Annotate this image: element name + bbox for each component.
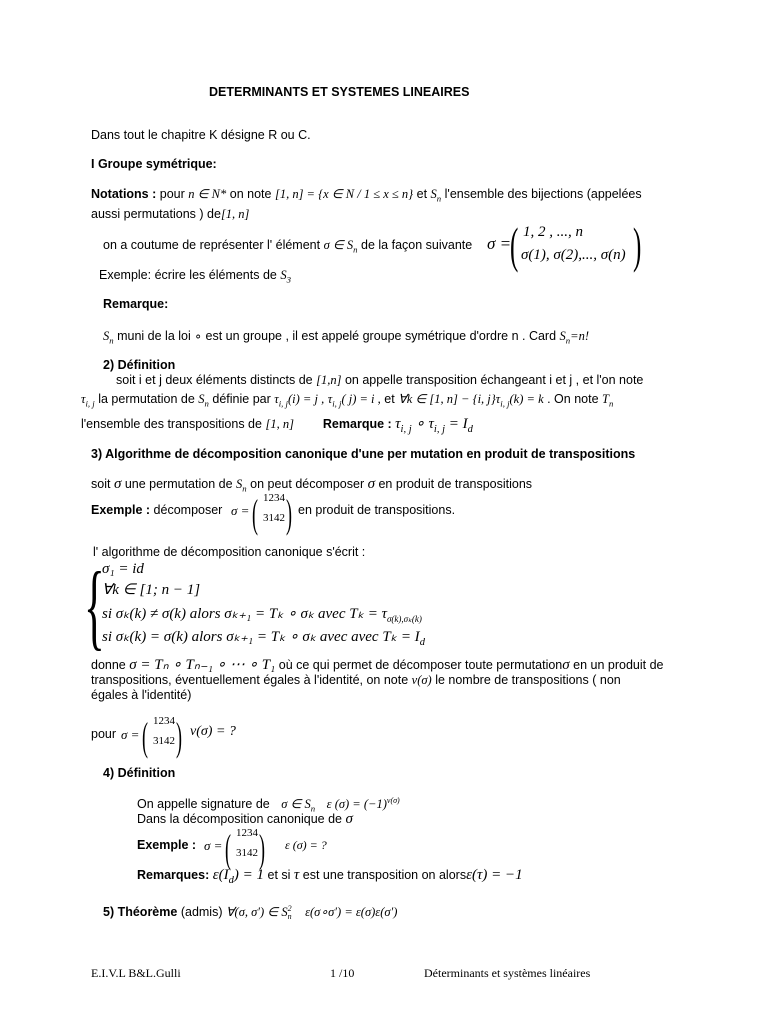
- right-paren: ): [633, 217, 642, 273]
- algo3-donne-math-2: σ: [562, 657, 570, 673]
- algo3-text-6: le nombre de transpositions ( non: [435, 673, 621, 687]
- def4-line-2: [137, 811, 353, 828]
- algo3-example-end: en produit de transpositions.: [298, 503, 456, 517]
- matrix-top-row: 1234: [236, 827, 258, 839]
- def2-remarque-math: $\tau_{i, j}$ ∘ $\tau_{i, j} = I_d$: [395, 416, 473, 435]
- left-paren: (: [142, 714, 148, 759]
- theorem-5-math-1: ∀(σ, σ′) ∈ S 2 n: [225, 904, 292, 922]
- algo3-text-3: on peut décomposer: [250, 477, 365, 491]
- coutume-lhs: σ =: [487, 234, 512, 253]
- pour-lhs: σ =: [121, 727, 140, 742]
- def4-text-2: Dans la décomposition canonique de: [137, 812, 342, 826]
- def4-example-lhs: σ =: [204, 838, 223, 853]
- section-heading-groupe-symetrique: I Groupe symétrique:: [91, 157, 217, 171]
- notations-math-1: n ∈ N*: [188, 187, 227, 201]
- exemple-1-line: [99, 268, 291, 285]
- def4-remarques-label: Remarques:: [137, 868, 210, 882]
- coutume-matrix-row-1: 1, 2 , ..., n: [523, 224, 583, 240]
- definition-2-line-2: [81, 391, 613, 409]
- matrix-bottom-row: 3142: [236, 847, 258, 859]
- algo3-math-sigma: σ: [113, 476, 122, 492]
- def2-text-6: . On note: [547, 392, 599, 406]
- definition-2-line-1: [116, 373, 643, 388]
- coutume-math-1: σ ∈ $S_n$: [323, 238, 358, 255]
- footer-left: E.I.V.L B&L.Gulli: [91, 966, 181, 980]
- notations-text-4: l'ensemble des bijections (appelées: [444, 187, 642, 201]
- def4-rem-text-2: est une transposition on alors: [302, 868, 467, 882]
- algo3-donne-text-2: où ce qui permet de décomposer toute permutation: [278, 658, 563, 672]
- notations-text-3: et: [416, 187, 428, 201]
- def2-text-2: on appelle transposition échangeant i et j , et l'on note: [344, 373, 644, 387]
- theorem-5-line: [103, 904, 397, 921]
- notations-math-3: $S_n$: [430, 187, 442, 204]
- def2-math-taui: $\tau_{i, j}(i) = j$ ,: [274, 392, 325, 409]
- def4-rem-math-2: ε(τ) = −1: [466, 867, 523, 883]
- algo3-line-1: [91, 476, 532, 494]
- pour-rhs: ν(σ) = ?: [190, 724, 236, 739]
- intro-text: Dans tout le chapitre K désigne R ou C.: [91, 128, 311, 142]
- notations-text-1: pour: [159, 187, 185, 201]
- algorithm-3-heading: 3) Algorithme de décomposition canonique d'une per mutation en produit de transpositions: [91, 447, 636, 461]
- def4-rem-math-1: $\varepsilon(I_d) = 1$: [212, 867, 265, 886]
- def4-math-1: σ ∈ $S_n$: [281, 797, 316, 814]
- def2-text-4: définie par: [212, 392, 271, 406]
- exemple-1-math: $S_3$: [280, 268, 291, 285]
- footer-right: Déterminants et systèmes linéaires: [424, 966, 591, 980]
- coutume-matrix-row-2: σ(1), σ(2),..., σ(n): [521, 247, 626, 263]
- algo3-example-label: Exemple :: [91, 503, 151, 517]
- algo3-step-1: σ₁ = id: [102, 561, 144, 577]
- definition-2-line-3: [81, 414, 473, 435]
- theorem-5-heading: 5) Théorème: [103, 905, 178, 919]
- coutume-text-1: on a coutume de représenter l' élément: [103, 238, 321, 252]
- def4-example-rhs: ε (σ) = ?: [285, 838, 327, 852]
- remarque-1-math-2: $S_n=n$!: [559, 329, 590, 346]
- algo3-math-nu: ν(σ): [411, 673, 432, 687]
- left-paren: (: [225, 826, 231, 871]
- notations-math-2: [1, n] = {x ∈ N / 1 ≤ x ≤ n}: [274, 187, 414, 201]
- algo3-transpositions-line: [91, 673, 621, 688]
- right-paren: ): [259, 826, 265, 871]
- left-paren: (: [510, 217, 519, 273]
- algo3-example-line: [91, 503, 222, 517]
- algo3-donne-line: [91, 655, 664, 674]
- def2-text-1: soit i et j deux éléments distincts de: [116, 373, 313, 387]
- left-paren: (: [252, 491, 258, 536]
- matrix-bottom-row: 3142: [263, 512, 285, 524]
- def4-math-sigma: σ: [345, 811, 353, 827]
- algo3-donne-text-3: en un produit de: [573, 658, 664, 672]
- def4-rem-text-1: et si: [267, 868, 291, 882]
- definition-2-heading: 2) Définition: [103, 358, 176, 372]
- def2-text-5: et: [384, 392, 395, 406]
- notations-line: [91, 186, 642, 204]
- def2-math-tau: $\tau_{i, j}$: [81, 392, 95, 409]
- theorem-5-text: (admis): [180, 905, 223, 919]
- algo3-math-sn: $S_n$: [236, 477, 247, 494]
- def4-example-label: Exemple :: [137, 838, 197, 852]
- footer-page-number: 1 /10: [330, 966, 355, 980]
- algo3-step-2: ∀k ∈ [1; n − 1]: [102, 582, 201, 598]
- coutume-line: [103, 237, 472, 255]
- def2-math-tn: $T_n$: [602, 392, 614, 409]
- def2-math-forall: ∀k ∈ [1, n] − {i, $j\}\tau_{i, j}(k) = k$: [398, 392, 544, 409]
- notations-line-2: [91, 207, 249, 222]
- def2-remarque-label: Remarque :: [322, 417, 392, 431]
- def2-math-interval: [1, n]: [265, 417, 294, 431]
- pour-label: pour: [91, 727, 117, 741]
- notations-text-2: on note: [229, 187, 272, 201]
- def4-math-signature: ε $(\sigma) = (-1)^{\nu(\sigma)}$: [326, 796, 400, 812]
- page-title: DETERMINANTS ET SYSTEMES LINEAIRES: [209, 85, 470, 99]
- algo3-donne-math: σ = Tₙ ∘ Tₙ₋₁ ∘ ⋯ ∘ T₁: [129, 657, 276, 673]
- exemple-1-text: Exemple: écrire les éléments de: [99, 268, 277, 282]
- algo3-step-4: si σₖ(k) = σ(k) alors σₖ₊₁ = Tₖ ∘ σₖ avec avec $T_k = I_d$: [102, 629, 425, 648]
- definition-4-heading: 4) Définition: [103, 766, 176, 780]
- def4-text-1: On appelle signature de: [137, 797, 270, 812]
- matrix-top-row: 1234: [153, 715, 175, 727]
- notations-math-4: [1, n]: [220, 207, 250, 221]
- def4-remarques-line: [137, 867, 523, 886]
- algo3-identity-line: égales à l'identité): [91, 688, 192, 702]
- def2-math-sn: $S_n$: [198, 392, 209, 409]
- matrix-top-row: 1234: [263, 492, 285, 504]
- notations-label: Notations :: [91, 187, 157, 201]
- notations-text-5: aussi permutations ) de: [91, 207, 221, 221]
- matrix-bottom-row: 3142: [153, 735, 175, 747]
- def4-rem-math-tau: τ: [293, 867, 300, 883]
- algo3-example-lhs: σ =: [231, 503, 250, 518]
- algo3-donne-text-1: donne: [91, 658, 126, 672]
- algo3-example-text: décomposer: [153, 503, 223, 517]
- algo3-text-4: en produit de transpositions: [378, 477, 533, 491]
- coutume-text-2: de la façon suivante: [361, 238, 473, 252]
- remarque-1-math-1: $S_n$: [103, 329, 114, 346]
- algo3-text-2: une permutation de: [124, 477, 233, 491]
- algo3-step-3: si σₖ(k) ≠ σ(k) alors σₖ₊₁ = Tₖ ∘ σₖ avec $T_k = \tau_{\sigma(k),\sigma_k(k)}$: [102, 606, 422, 624]
- algo3-text-5: transpositions, éventuellement égales à l'identité, on note: [91, 673, 409, 687]
- def2-math-1: [1,n]: [316, 373, 342, 387]
- algo3-math-sigma-2: σ: [367, 476, 375, 492]
- algo3-intro: l' algorithme de décomposition canonique s'écrit :: [93, 545, 366, 559]
- system-brace: {: [84, 552, 105, 659]
- algo3-text-1: soit: [91, 477, 111, 491]
- theorem-5-math-2: ε(σ∘σ′) = ε(σ)ε(σ′): [305, 905, 398, 919]
- remarque-1-label: Remarque:: [103, 297, 169, 311]
- def2-math-tauj: $\tau_{i, j}$( j) = i ,: [327, 392, 381, 409]
- def2-text-3: la permutation de: [98, 392, 195, 406]
- remarque-1-text: muni de la loi ∘ est un groupe , il est appelé groupe symétrique d'ordre n . Card: [117, 329, 557, 343]
- def2-text-7: l'ensemble des transpositions de: [81, 417, 262, 431]
- remarque-1-line: [103, 328, 589, 346]
- right-paren: ): [286, 491, 292, 536]
- right-paren: ): [176, 714, 182, 759]
